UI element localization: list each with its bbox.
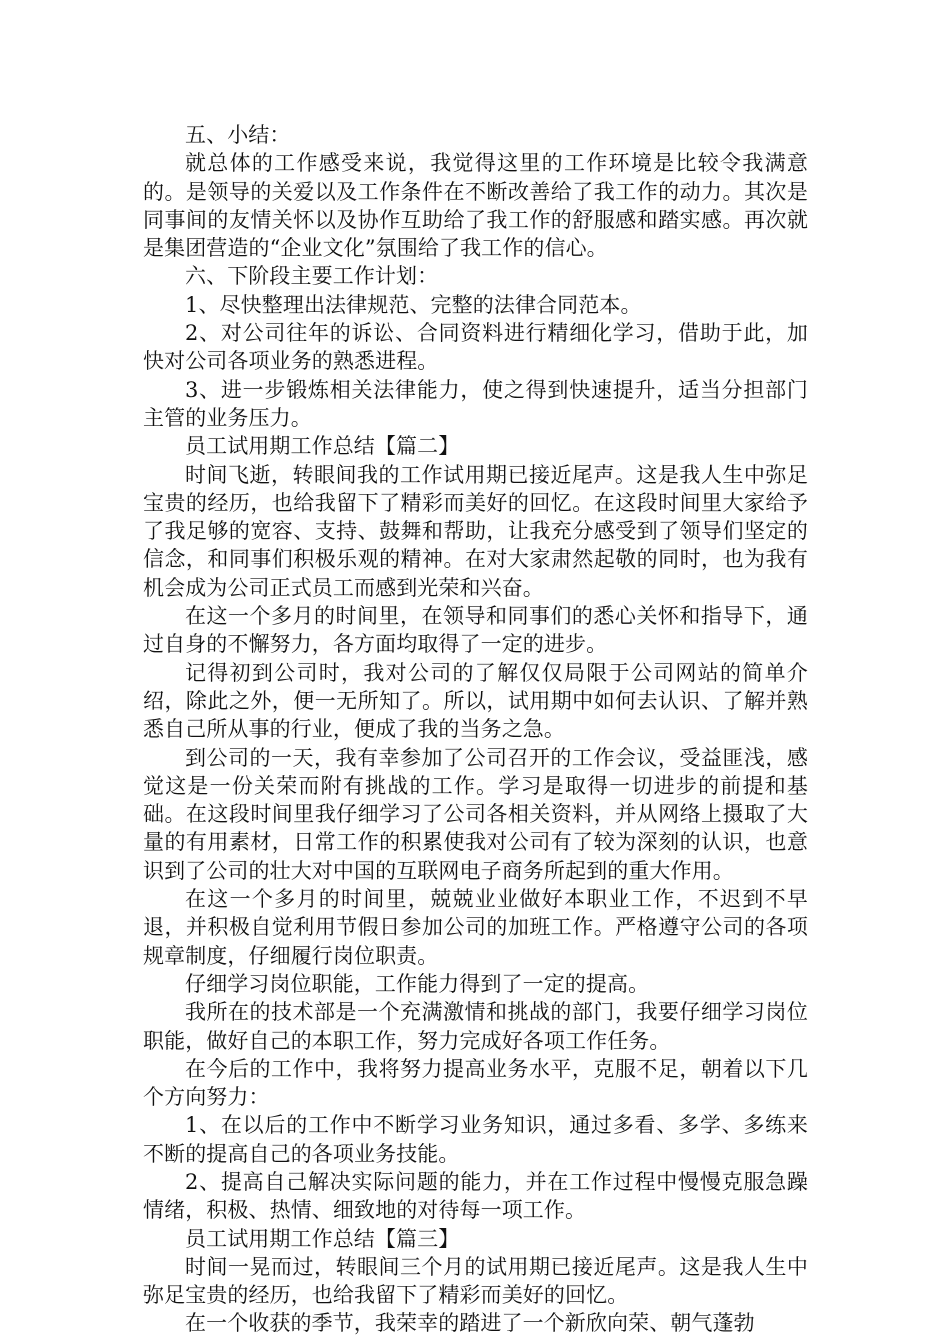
- body-paragraph: 在这一个多月的时间里，在领导和同事们的悉心关怀和指导下，通过自身的不懈努力，各方面均取得了一定的进步。: [143, 604, 808, 657]
- section-heading-summary: 五、小结：: [185, 123, 291, 147]
- body-paragraph: 在一个收获的季节，我荣幸的踏进了一个新欣向荣、朝气蓬勃: [185, 1311, 755, 1336]
- article-heading-part-three: 员工试用期工作总结【篇三】: [185, 1226, 460, 1251]
- section-heading-next-plan: 六、下阶段主要工作计划：: [185, 264, 439, 289]
- body-paragraph: 时间一晃而过，转眼间三个月的试用期已接近尾声。这是我人生中弥足宝贵的经历，也给我留下了精彩而美好的回忆。: [143, 1254, 808, 1308]
- summary-paragraph: 就总体的工作感受来说，我觉得这里的工作环境是比较令我满意的。是领导的关爱以及工作条件在不断改善给了我工作的动力。其次是同事间的友情关怀以及协作互助给了我工作的舒服感和踏实感。再次就是集团营造的“企业文化”氛围给了我工作的信心。: [143, 151, 808, 261]
- body-paragraph: 我所在的技术部是一个充满激情和挑战的部门，我要仔细学习岗位职能，做好自己的本职工作，努力完成好各项工作任务。: [143, 1000, 808, 1053]
- body-paragraph: 到公司的一天，我有幸参加了公司召开的工作会议，受益匪浅，感觉这是一份关荣而附有挑战的工作。学习是取得一切进步的前提和基础。在这段时间里我仔细学习了公司各相关资料，并从网络上摄取了大量的有用素材，日常工作的积累使我对公司有了较为深刻的认识，也意识到了公司的壮大对中国的互联网电子商务所起到的重大作用。: [143, 745, 808, 883]
- direction-item-2: 2、提高自己解决实际问题的能力，并在工作过程中慢慢克服急躁情绪，积极、热情、细致地的对待每一项工作。: [143, 1169, 808, 1223]
- article-heading-part-two: 员工试用期工作总结【篇二】: [185, 434, 460, 459]
- plan-item-2: 2、对公司往年的诉讼、合同资料进行精细化学习，借助于此，加快对公司各项业务的熟悉进程。: [143, 321, 808, 374]
- direction-item-1: 1、在以后的工作中不断学习业务知识，通过多看、多学、多练来不断的提高自己的各项业务技能。: [143, 1113, 808, 1166]
- body-paragraph: 在这一个多月的时间里，兢兢业业做好本职业工作，不迟到不早退，并积极自觉利用节假日参加公司的加班工作。严格遵守公司的各项规章制度，仔细履行岗位职责。: [143, 887, 808, 968]
- body-paragraph: 记得初到公司时，我对公司的了解仅仅局限于公司网站的简单介绍，除此之外，便一无所知了。所以，试用期中如何去认识、了解并熟悉自己所从事的行业，便成了我的当务之急。: [143, 660, 808, 742]
- body-paragraph: 时间飞逝，转眼间我的工作试用期已接近尾声。这是我人生中弥足宝贵的经历，也给我留下了精彩而美好的回忆。在这段时间里大家给予了我足够的宽容、支持、鼓舞和帮助，让我充分感受到了领导们坚定的信念，和同事们积极乐观的精神。在对大家肃然起敬的同时，也为我有机会成为公司正式员工而感到光荣和兴奋。: [143, 462, 808, 600]
- body-paragraph: 在今后的工作中，我将努力提高业务水平，克服不足，朝着以下几个方向努力：: [143, 1056, 808, 1110]
- body-paragraph: 仔细学习岗位职能，工作能力得到了一定的提高。: [185, 971, 650, 996]
- plan-item-1: 1、尽快整理出法律规范、完整的法律合同范本。: [185, 292, 642, 317]
- plan-item-3: 3、进一步锻炼相关法律能力，使之得到快速提升，适当分担部门主管的业务压力。: [143, 377, 808, 430]
- document-page: [143, 121, 808, 1338]
